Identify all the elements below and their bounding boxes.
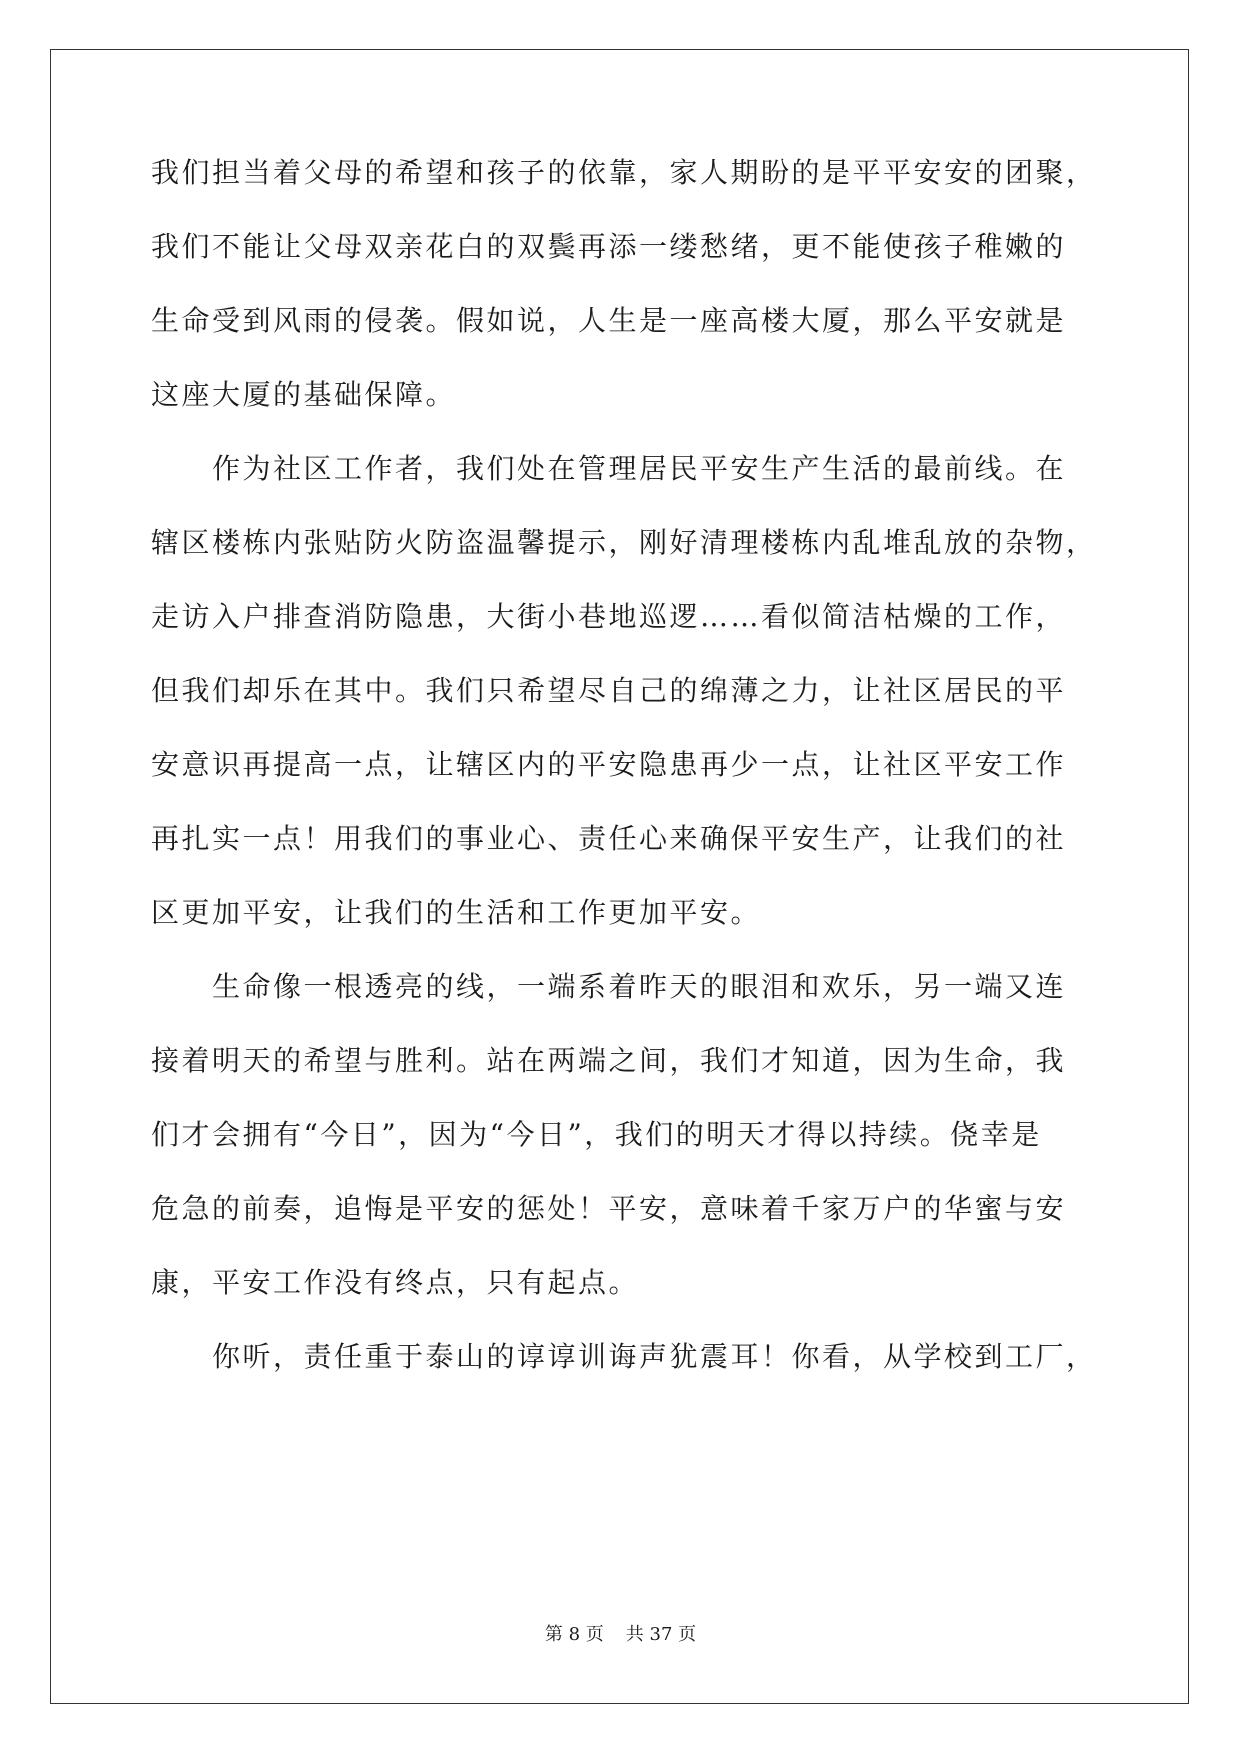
text-line: 再扎实一点！用我们的事业心、责任心来确保平安生产，让我们的社 <box>151 822 1067 855</box>
text-line: 走访入户排查消防隐患，大街小巷地巡逻……看似简洁枯燥的工作， <box>151 600 1067 633</box>
page-number: 第 8 页 <box>544 1624 604 1645</box>
text-line: 作为社区工作者，我们处在管理居民平安生产生活的最前线。在 <box>151 452 1067 485</box>
text-line: 危急的前奏，追悔是平安的惩处！平安，意味着千家万户的华蜜与安 <box>151 1192 1067 1225</box>
page-border <box>50 49 1189 1704</box>
text-line: 生命像一根透亮的线，一端系着昨天的眼泪和欢乐，另一端又连 <box>151 970 1067 1003</box>
text-line: 生命受到风雨的侵袭。假如说，人生是一座高楼大厦，那么平安就是 <box>151 304 1067 337</box>
text-line: 辖区楼栋内张贴防火防盗温馨提示，刚好清理楼栋内乱堆乱放的杂物， <box>151 526 1097 559</box>
text-line: 这座大厦的基础保障。 <box>151 378 457 411</box>
text-line: 康，平安工作没有终点，只有起点。 <box>151 1266 640 1299</box>
text-line: 安意识再提高一点，让辖区内的平安隐患再少一点，让社区平安工作 <box>151 748 1067 781</box>
text-line: 你听，责任重于泰山的谆谆训诲声犹震耳！你看，从学校到工厂， <box>151 1340 1097 1373</box>
text-line: 区更加平安，让我们的生活和工作更加平安。 <box>151 896 762 929</box>
text-line: 们才会拥有“今日”，因为“今日”，我们的明天才得以持续。侥幸是 <box>151 1118 1042 1151</box>
text-line: 接着明天的希望与胜利。站在两端之间，我们才知道，因为生命，我 <box>151 1044 1067 1077</box>
text-line: 我们担当着父母的希望和孩子的依靠，家人期盼的是平平安安的团聚， <box>151 156 1097 189</box>
text-line: 我们不能让父母双亲花白的双鬓再添一缕愁绪，更不能使孩子稚嫩的 <box>151 230 1067 263</box>
page-total: 共 37 页 <box>625 1624 697 1645</box>
page-footer <box>0 1623 1241 1647</box>
text-line: 但我们却乐在其中。我们只希望尽自己的绵薄之力，让社区居民的平 <box>151 674 1067 707</box>
